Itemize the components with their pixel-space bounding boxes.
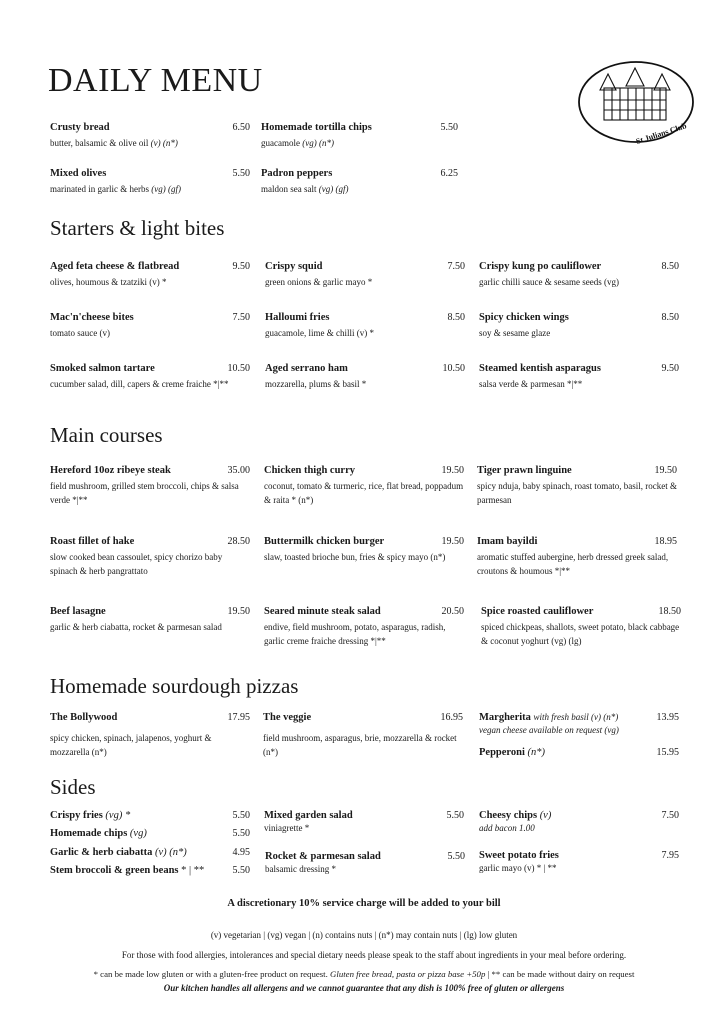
item-name: The veggie xyxy=(263,712,312,723)
item-desc: balsamic dressing * xyxy=(265,864,336,874)
item-price: 4.95 xyxy=(232,847,250,858)
section-heading-pizzas: Homemade sourdough pizzas xyxy=(50,674,299,698)
side-item xyxy=(50,847,250,858)
menu-item xyxy=(50,168,250,196)
item-note: (v) xyxy=(539,810,552,821)
item-note: (vg) xyxy=(129,828,147,839)
side-item xyxy=(50,828,250,839)
item-price: 5.50 xyxy=(232,828,250,839)
item-desc: spiced chickpeas, shallots, sweet potato, black cabbage & coconut yoghurt (vg) (lg) xyxy=(481,622,680,646)
item-desc: soy & sesame glaze xyxy=(479,328,551,338)
item-price: 5.50 xyxy=(232,168,250,179)
side-item xyxy=(264,810,464,835)
section-heading-mains: Main courses xyxy=(50,423,163,447)
item-price: 6.50 xyxy=(232,122,250,133)
item-desc: spicy chicken, spinach, jalapenos, yoghurt & mozzarella (n*) xyxy=(50,733,212,757)
item-desc: vegan cheese available on request (vg) xyxy=(479,725,619,735)
item-desc: olives, houmous & tzatziki (v) * xyxy=(50,277,167,287)
allergen-disclaimer: Our kitchen handles all allergens and we cannot guarantee that any dish is 100% free of gluten or allergens xyxy=(163,983,565,993)
item-price: 16.95 xyxy=(440,712,463,723)
menu-item xyxy=(50,261,250,289)
item-name: Steamed kentish asparagus xyxy=(479,363,601,374)
menu-item xyxy=(265,363,465,391)
item-name: The Bollywood xyxy=(50,712,118,723)
menu-item xyxy=(479,261,679,289)
item-price: 5.50 xyxy=(446,810,464,821)
menu-item xyxy=(479,363,679,391)
item-name: Sweet potato fries xyxy=(479,850,559,861)
item-name: Buttermilk chicken burger xyxy=(264,536,385,547)
item-price: 5.50 xyxy=(440,122,458,133)
item-desc: coconut, tomato & turmeric, rice, flat bread, poppadum & raita * (n*) xyxy=(264,481,464,505)
menu-item xyxy=(50,712,250,759)
menu-item xyxy=(50,465,250,507)
item-price: 13.95 xyxy=(656,712,679,723)
item-name: Tiger prawn linguine xyxy=(477,465,572,476)
item-desc: marinated in garlic & herbs (vg) (gf) xyxy=(50,184,181,194)
item-name: Mixed garden salad xyxy=(264,810,353,821)
item-name: Smoked salmon tartare xyxy=(50,363,155,374)
item-price: 19.50 xyxy=(227,606,250,617)
item-price: 17.95 xyxy=(227,712,250,723)
item-name: Crispy kung po cauliflower xyxy=(479,261,602,272)
item-name: Seared minute steak salad xyxy=(264,606,381,617)
menu-item xyxy=(50,312,250,340)
menu-item xyxy=(261,122,458,150)
menu-item xyxy=(265,312,465,340)
allergy-note: For those with food allergies, intolerances and special dietary needs please speak to the staff about ingredients in your meal before ordering. xyxy=(121,950,627,960)
menu-item xyxy=(261,168,458,196)
logo-text: St Julians Club xyxy=(634,121,688,144)
item-price: 8.50 xyxy=(661,312,679,323)
menu-item xyxy=(50,363,250,391)
item-desc: field mushroom, grilled stem broccoli, chips & salsa verde *|** xyxy=(50,481,239,505)
item-price: 10.50 xyxy=(442,363,465,374)
item-name: Spice roasted cauliflower xyxy=(481,606,594,617)
item-desc: field mushroom, asparagus, brie, mozzarella & rocket (n*) xyxy=(263,733,457,757)
item-name: Crispy fries xyxy=(50,810,103,821)
item-note: (v) (n*) xyxy=(154,847,187,858)
dietary-key: (v) vegetarian | (vg) vegan | (n) contains nuts | (n*) may contain nuts | (lg) low gluten xyxy=(210,930,518,940)
item-desc: maldon sea salt (vg) (gf) xyxy=(261,184,349,194)
item-price: 19.50 xyxy=(441,465,464,476)
item-name: Mixed olives xyxy=(50,168,107,179)
club-logo xyxy=(576,60,696,144)
menu-item xyxy=(479,747,679,758)
item-price: 18.95 xyxy=(654,536,677,547)
item-name: Crusty bread xyxy=(50,122,110,133)
item-price: 6.25 xyxy=(440,168,458,179)
item-name: Beef lasagne xyxy=(50,606,106,617)
item-desc: aromatic stuffed aubergine, herb dressed greek salad, croutons & houmous *|** xyxy=(477,552,669,576)
item-desc: garlic mayo (v) * | ** xyxy=(479,863,557,873)
item-desc: slaw, toasted brioche bun, fries & spicy mayo (n*) xyxy=(264,552,446,562)
item-price: 9.50 xyxy=(661,363,679,374)
item-price: 5.50 xyxy=(447,851,465,862)
item-name: Homemade chips xyxy=(50,828,128,839)
item-price: 7.50 xyxy=(447,261,465,272)
item-name: Pepperoni (n*) xyxy=(479,747,546,758)
item-name: Spicy chicken wings xyxy=(479,312,569,323)
side-item xyxy=(265,851,465,876)
item-name: Aged serrano ham xyxy=(265,363,348,374)
item-price: 18.50 xyxy=(658,606,681,617)
item-price: 5.50 xyxy=(232,865,250,876)
section-heading-starters: Starters & light bites xyxy=(50,216,225,240)
menu-item xyxy=(50,606,250,634)
menu-item xyxy=(479,312,679,340)
item-price: 28.50 xyxy=(227,536,250,547)
item-desc: endive, field mushroom, potato, asparagus, radish, garlic creme fraiche dressing *|** xyxy=(264,622,446,646)
side-item xyxy=(50,865,250,876)
menu-item xyxy=(264,465,464,507)
item-name: Roast fillet of hake xyxy=(50,536,135,547)
gluten-note: * can be made low gluten or with a gluten-free product on request. Gluten free bread, pasta or pizza base +50p | ** can be made without dairy on request xyxy=(93,969,635,979)
item-price: 19.50 xyxy=(441,536,464,547)
item-name: Mac'n'cheese bites xyxy=(50,312,134,323)
item-desc: spicy nduja, baby spinach, roast tomato, basil, rocket & parmesan xyxy=(477,481,677,505)
item-desc: cucumber salad, dill, capers & creme fraiche *|** xyxy=(50,379,229,389)
section-heading-sides: Sides xyxy=(50,775,96,799)
item-desc: garlic & herb ciabatta, rocket & parmesan salad xyxy=(50,622,222,632)
item-price: 8.50 xyxy=(661,261,679,272)
item-name: Imam bayildi xyxy=(477,536,538,547)
item-price: 8.50 xyxy=(447,312,465,323)
item-name: Homemade tortilla chips xyxy=(261,122,372,133)
item-name: Garlic & herb ciabatta xyxy=(50,847,153,858)
item-price: 35.00 xyxy=(227,465,250,476)
side-item xyxy=(479,850,679,875)
item-desc: add bacon 1.00 xyxy=(479,823,535,833)
menu-item xyxy=(263,712,463,759)
item-desc: mozzarella, plums & basil * xyxy=(265,379,367,389)
item-name: Chicken thigh curry xyxy=(264,465,356,476)
menu-item xyxy=(477,536,677,578)
item-price: 9.50 xyxy=(232,261,250,272)
menu-item xyxy=(50,122,250,150)
service-charge-note: A discretionary 10% service charge will be added to your bill xyxy=(227,898,501,909)
item-desc: guacamole (vg) (n*) xyxy=(261,138,334,148)
item-name: Hereford 10oz ribeye steak xyxy=(50,465,171,476)
item-name: Cheesy chips xyxy=(479,810,538,821)
item-desc: salsa verde & parmesan *|** xyxy=(479,379,583,389)
item-name: Halloumi fries xyxy=(265,312,330,323)
item-desc: butter, balsamic & olive oil (v) (n*) xyxy=(50,138,178,148)
item-name: Margherita with fresh basil (v) (n*) xyxy=(479,712,619,723)
item-desc: guacamole, lime & chilli (v) * xyxy=(265,328,374,338)
item-desc: viniagrette * xyxy=(264,823,310,833)
item-name: Crispy squid xyxy=(265,261,323,272)
item-desc: garlic chilli sauce & sesame seeds (vg) xyxy=(479,277,619,287)
item-note: * | ** xyxy=(181,865,205,876)
item-price: 10.50 xyxy=(227,363,250,374)
item-desc: slow cooked bean cassoulet, spicy chorizo baby spinach & herb pangrattato xyxy=(50,552,223,576)
page-title: DAILY MENU xyxy=(48,62,263,99)
item-name: Padron peppers xyxy=(261,168,333,179)
item-price: 15.95 xyxy=(656,747,679,758)
menu-item xyxy=(265,261,465,289)
item-note: (vg) * xyxy=(105,810,131,821)
item-price: 5.50 xyxy=(232,810,250,821)
side-item xyxy=(479,810,679,835)
side-item xyxy=(50,810,250,821)
menu-item xyxy=(264,536,464,564)
item-name: Aged feta cheese & flatbread xyxy=(50,261,180,272)
item-price: 7.50 xyxy=(661,810,679,821)
item-desc: tomato sauce (v) xyxy=(50,328,110,338)
item-name: Stem broccoli & green beans xyxy=(50,865,179,876)
item-desc: green onions & garlic mayo * xyxy=(265,277,373,287)
item-price: 20.50 xyxy=(441,606,464,617)
item-price: 19.50 xyxy=(654,465,677,476)
menu-item xyxy=(481,606,681,648)
item-price: 7.95 xyxy=(661,850,679,861)
item-name: Rocket & parmesan salad xyxy=(265,851,381,862)
menu-item xyxy=(264,606,464,648)
menu-item xyxy=(50,536,250,578)
menu-item xyxy=(477,465,677,507)
item-price: 7.50 xyxy=(232,312,250,323)
menu-item xyxy=(479,712,679,737)
